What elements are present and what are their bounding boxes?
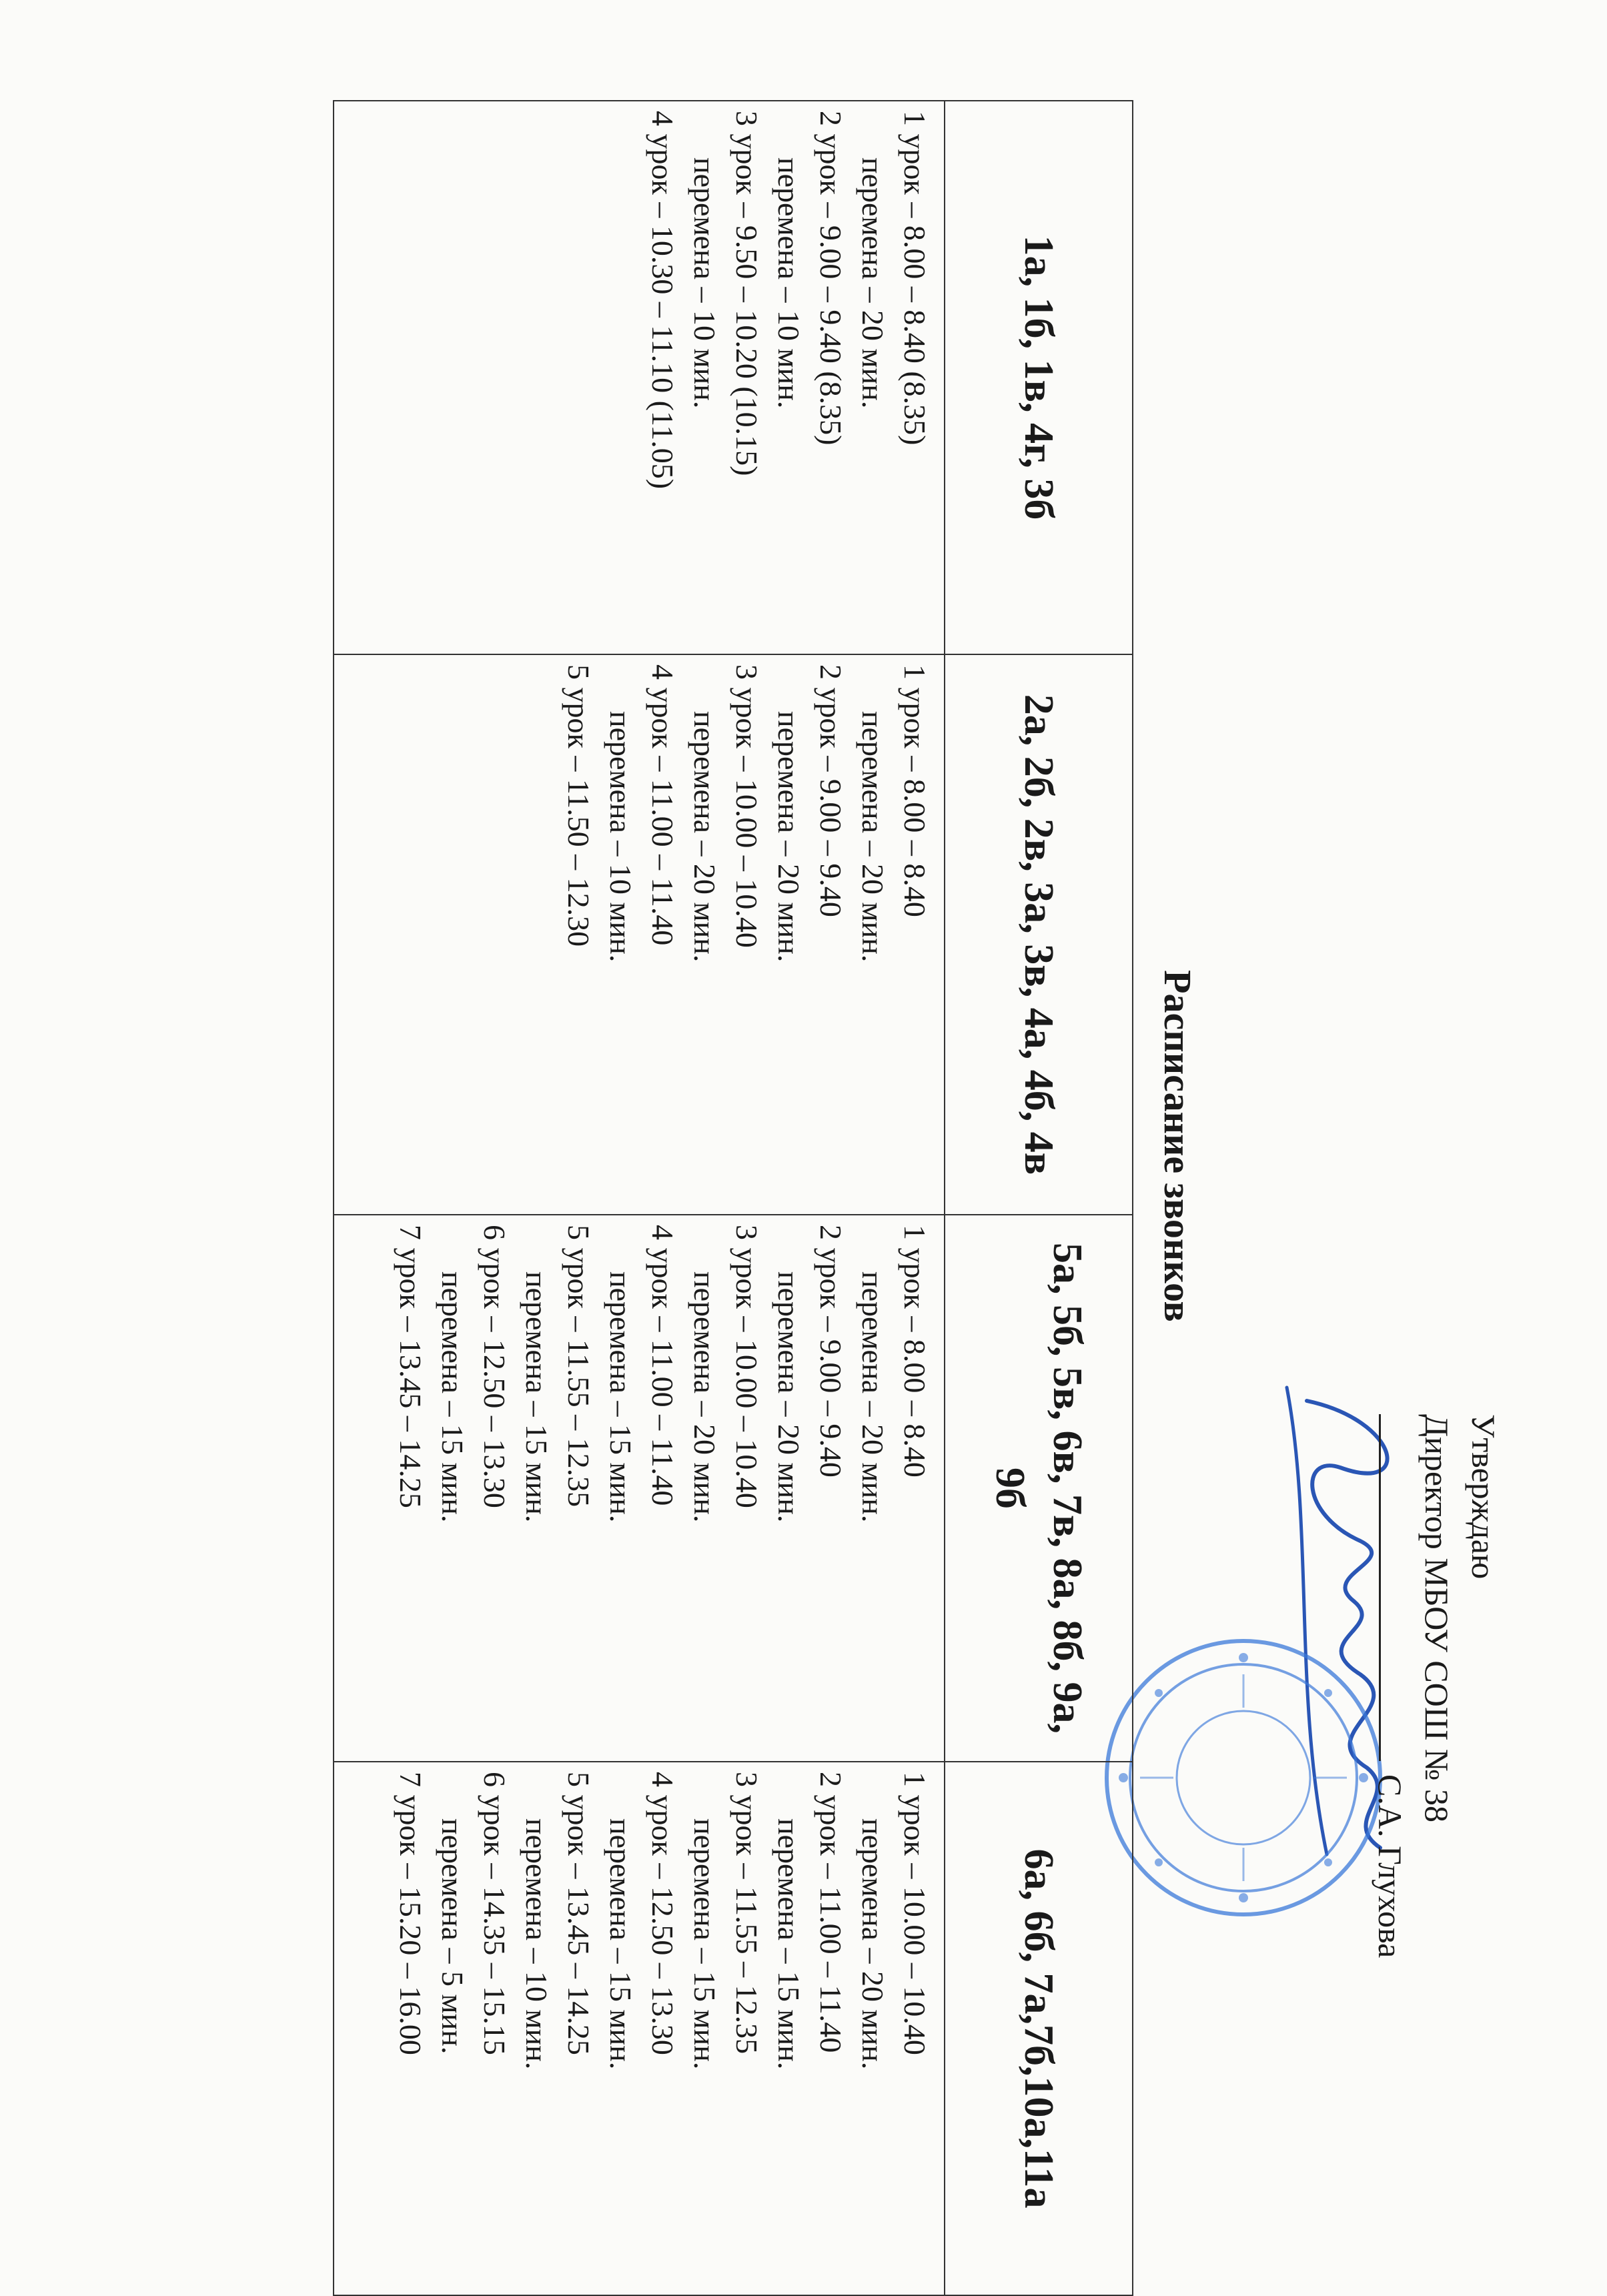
lesson-time: 4 урок – 12.50 – 13.30: [646, 1772, 680, 2055]
bell-schedule-table: [333, 100, 1133, 2296]
break-duration: перемена – 15 мин.: [520, 1271, 554, 1523]
approval-block: [1367, 1414, 1507, 1958]
lesson-time: 2 урок – 9.00 – 9.40: [814, 1225, 848, 1478]
break-duration: перемена – 15 мин.: [436, 1271, 470, 1523]
table-row: [334, 101, 945, 2295]
lesson-time: 5 урок – 11.50 – 12.30: [562, 664, 596, 947]
column-header: 6а, 6б, 7а,7б,10а,11а: [945, 1762, 1133, 2295]
break-duration: перемена – 5 мин.: [436, 1818, 470, 2055]
schedule-cell: [334, 101, 945, 654]
break-duration: перемена – 20 мин.: [856, 1271, 890, 1523]
school-seal-stamp-icon: [1100, 1634, 1387, 1921]
signature-underline: [1379, 1414, 1381, 1761]
schedule-cell: [334, 654, 945, 1215]
page-title: Расписание звонков: [1156, 970, 1199, 1322]
director-name: С.А. Глухова: [1372, 1774, 1409, 1958]
approve-label: Утверждаю: [1465, 1414, 1502, 1580]
lesson-time: 5 урок – 11.55 – 12.35: [562, 1225, 596, 1508]
break-duration: перемена – 10 мин.: [604, 711, 638, 963]
break-duration: перемена – 15 мин.: [604, 1818, 638, 2070]
break-duration: перемена – 20 мин.: [856, 1818, 890, 2070]
lesson-time: 2 урок – 11.00 – 11.40: [814, 1772, 848, 2053]
break-duration: перемена – 15 мин.: [688, 1818, 722, 2070]
lesson-time: 3 урок – 10.00 – 10.40: [730, 1225, 764, 1508]
lesson-time: 1 урок – 8.00 – 8.40: [898, 1225, 932, 1478]
lesson-time: 2 урок – 9.00 – 9.40 (8.35): [814, 111, 848, 446]
lesson-time: 2 урок – 9.00 – 9.40: [814, 664, 848, 917]
lesson-time: 4 урок – 11.00 – 11.40: [646, 1225, 680, 1506]
table-header-row: [945, 101, 1133, 2295]
break-duration: перемена – 15 мин.: [604, 1271, 638, 1523]
lesson-time: 7 урок – 15.20 – 16.00: [394, 1772, 428, 2055]
break-duration: перемена – 20 мин.: [772, 711, 806, 963]
lesson-time: 3 урок – 11.55 – 12.35: [730, 1772, 764, 2055]
schedule-cell: [334, 1762, 945, 2295]
break-duration: перемена – 10 мин.: [772, 157, 806, 409]
lesson-time: 5 урок – 13.45 – 14.25: [562, 1772, 596, 2055]
column-header: 1а, 1б, 1в, 4г, 3б: [945, 101, 1133, 654]
lesson-time: 1 урок – 8.00 – 8.40 (8.35): [898, 111, 932, 446]
lesson-time: 3 урок – 9.50 – 10.20 (10.15): [730, 111, 764, 476]
break-duration: перемена – 20 мин.: [772, 1271, 806, 1523]
schedule-cell: [334, 1215, 945, 1762]
break-duration: перемена – 15 мин.: [772, 1818, 806, 2070]
break-duration: перемена – 20 мин.: [856, 157, 890, 409]
signature-line: [1367, 1414, 1414, 1958]
lesson-time: 1 урок – 10.00 – 10.40: [898, 1772, 932, 2055]
lesson-time: 6 урок – 14.35 – 15.15: [478, 1772, 512, 2055]
break-duration: перемена – 20 мин.: [688, 1271, 722, 1523]
break-duration: перемена – 10 мин.: [520, 1818, 554, 2070]
director-position: Директор МБОУ СОШ № 38: [1418, 1414, 1456, 1823]
column-header: 2а, 2б, 2в, 3а, 3в, 4а, 4б, 4в: [945, 654, 1133, 1215]
column-header: 5а, 5б, 5в, 6в, 7в, 8а, 8б, 9а, 9б: [945, 1215, 1133, 1762]
lesson-time: 1 урок – 8.00 – 8.40: [898, 664, 932, 917]
lesson-time: 7 урок – 13.45 – 14.25: [394, 1225, 428, 1508]
lesson-time: 4 урок – 11.00 – 11.40: [646, 664, 680, 946]
break-duration: перемена – 20 мин.: [688, 711, 722, 963]
break-duration: перемена – 20 мин.: [856, 711, 890, 963]
break-duration: перемена – 10 мин.: [688, 157, 722, 409]
lesson-time: 3 урок – 10.00 – 10.40: [730, 664, 764, 948]
lesson-time: 4 урок – 10.30 – 11.10 (11.05): [646, 111, 680, 490]
lesson-time: 6 урок – 12.50 – 13.30: [478, 1225, 512, 1508]
